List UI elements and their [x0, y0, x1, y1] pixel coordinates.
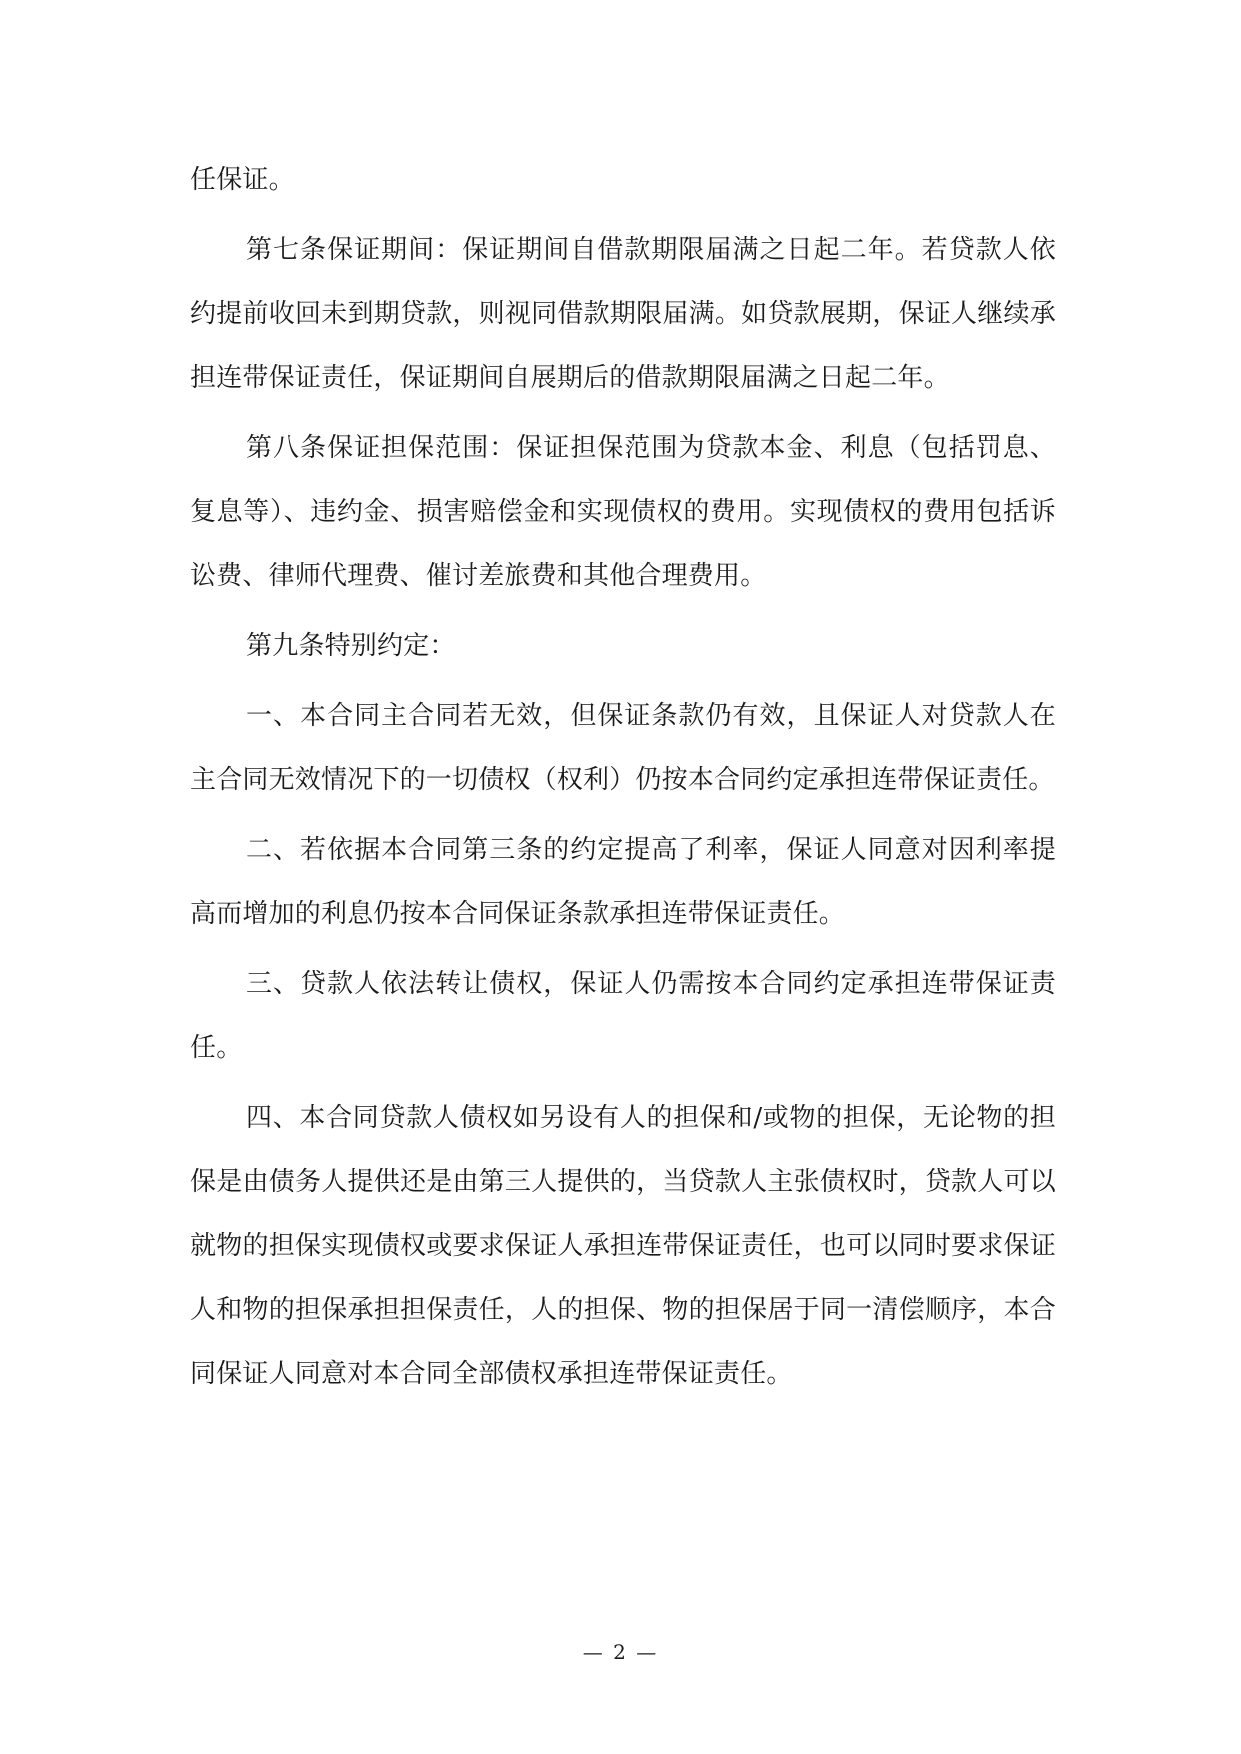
paragraph-clause-1: 一、本合同主合同若无效，但保证条款仍有效，且保证人对贷款人在主合同无效情况下的一切债权（权利）仍按本合同约定承担连带保证责任。: [190, 701, 1056, 795]
page-number: — 2 —: [582, 1640, 659, 1664]
paragraph-continuation: 任保证。: [190, 165, 295, 195]
paragraph-article-8: 第八条保证担保范围：保证担保范围为贷款本金、利息（包括罚息、复息等）、违约金、损害赔偿金和实现债权的费用。实现债权的费用包括诉讼费、律师代理费、催讨差旅费和其他合理费用。: [190, 433, 1056, 591]
document-body: [190, 148, 1056, 1412]
paragraph-clause-3: 三、贷款人依法转让债权，保证人仍需按本合同约定承担连带保证责任。: [190, 969, 1056, 1063]
paragraph-clause-2: 二、若依据本合同第三条的约定提高了利率，保证人同意对因利率提高而增加的利息仍按本合同保证条款承担连带保证责任。: [190, 835, 1056, 929]
paragraph-article-7: 第七条保证期间：保证期间自借款期限届满之日起二年。若贷款人依约提前收回未到期贷款，则视同借款期限届满。如贷款展期，保证人继续承担连带保证责任，保证期间自展期后的借款期限届满之日起二年。: [190, 235, 1056, 393]
paragraph-clause-4: 四、本合同贷款人债权如另设有人的担保和/或物的担保，无论物的担保是由债务人提供还是由第三人提供的，当贷款人主张债权时，贷款人可以就物的担保实现债权或要求保证人承担连带保证责任，也可以同时要求保证人和物的担保承担担保责任，人的担保、物的担保居于同一清偿顺序，本合同保证人同意对本合同全部债权承担连带保证责任。: [190, 1103, 1056, 1389]
paragraph-article-9-heading: 第九条特别约定：: [246, 631, 456, 661]
